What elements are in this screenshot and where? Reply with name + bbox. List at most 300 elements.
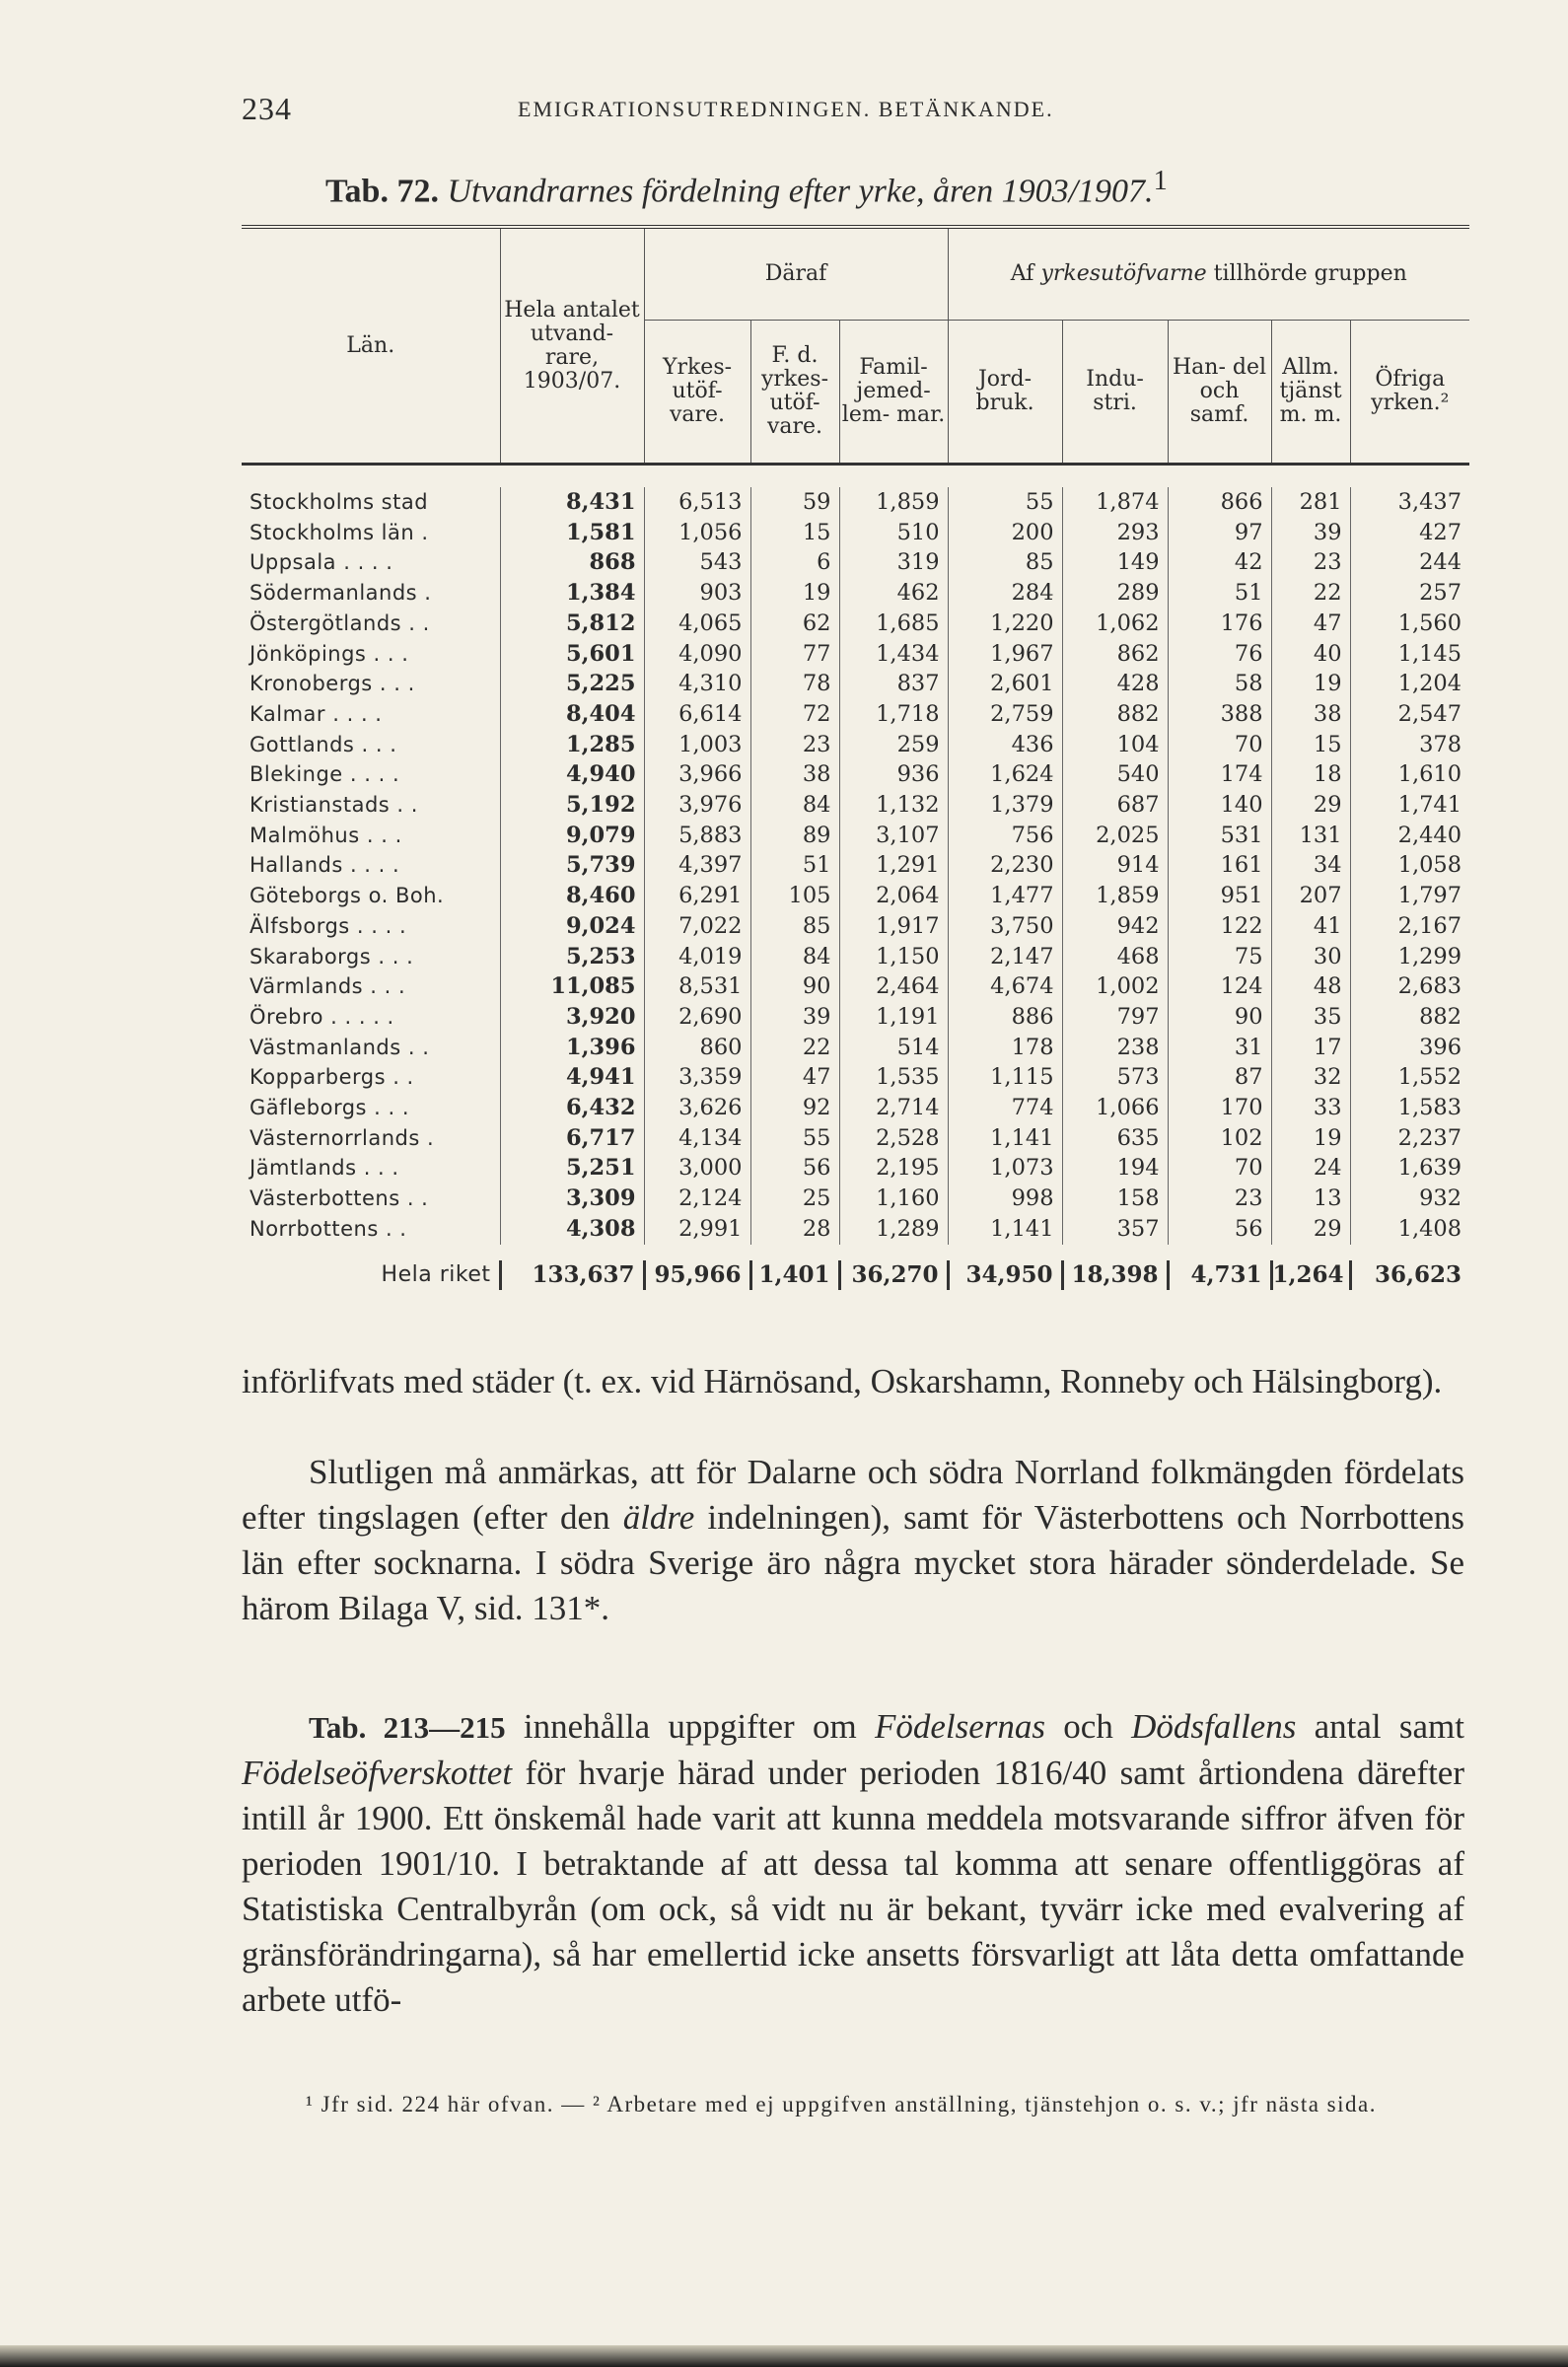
cell-familj: 1,191 (839, 1002, 948, 1033)
cell-jordbruk: 1,073 (948, 1153, 1062, 1184)
cell-yrkesutofvare: 2,690 (644, 1002, 750, 1033)
table-row (242, 1002, 1469, 1033)
paragraph-2-part: Slutligen må anmärkas, att för Dalarne och södra Norrland folkmängden fördelats efter tingslagen (efter den (242, 1453, 1464, 1537)
cell-hela: 9,079 (500, 821, 644, 851)
cell-familj: 1,160 (839, 1184, 948, 1214)
cell-yrkesutofvare: 1,003 (644, 730, 750, 760)
cell-lan: Jämtlands . . . (249, 1156, 399, 1181)
paragraph-3-part: innehålla uppgifter om (505, 1707, 875, 1746)
cell-hela: 1,396 (500, 1033, 644, 1063)
cell-ofriga: 1,741 (1350, 790, 1469, 821)
cell-jordbruk: 1,967 (948, 639, 1062, 670)
cell-industri: 797 (1062, 1002, 1168, 1033)
cell-ofriga: 2,547 (1350, 699, 1469, 730)
cell-ofriga: 1,145 (1350, 639, 1469, 670)
cell-hela: 9,024 (500, 911, 644, 942)
cell-allm: 18 (1271, 759, 1350, 790)
cell-familj: 1,289 (839, 1214, 948, 1245)
cell-industri: 289 (1062, 578, 1168, 609)
cell-ofriga: 257 (1350, 578, 1469, 609)
cell-allm: 131 (1271, 821, 1350, 851)
cell-jordbruk: 1,115 (948, 1062, 1062, 1093)
table-row (242, 1214, 1469, 1245)
cell-lan: Kalmar . . . . (249, 701, 383, 726)
cell-lan: Jönköpings . . . (249, 641, 409, 666)
cell-allm: 38 (1271, 699, 1350, 730)
cell-yrkesutofvare: 5,883 (644, 821, 750, 851)
cell-ofriga: 1,797 (1350, 881, 1469, 911)
cell-allm: 47 (1271, 609, 1350, 639)
cell-lan: Göteborgs o. Boh. (249, 884, 445, 908)
cell-jordbruk: 756 (948, 821, 1062, 851)
cell-fd: 51 (750, 850, 839, 881)
table-row (242, 547, 1469, 578)
cell-industri: 1,062 (1062, 609, 1168, 639)
cell-ofriga: 1,204 (1350, 669, 1469, 699)
cell-industri: 540 (1062, 759, 1168, 790)
cell-jordbruk: 886 (948, 1002, 1062, 1033)
cell-fd: 72 (750, 699, 839, 730)
cell-industri: 238 (1062, 1033, 1168, 1063)
table-row (242, 821, 1469, 851)
cell-hela: 6,717 (500, 1123, 644, 1154)
cell-hela: 6,432 (500, 1093, 644, 1123)
table-row (242, 518, 1469, 548)
cell-allm: 13 (1271, 1184, 1350, 1214)
cell-jordbruk: 4,674 (948, 971, 1062, 1002)
cell-lan: Örebro . . . . . (249, 1004, 394, 1029)
cell-fd: 6 (750, 547, 839, 578)
cell-fd: 47 (750, 1062, 839, 1093)
table-row (242, 1123, 1469, 1154)
cell-handel: 102 (1168, 1123, 1271, 1154)
cell-familj: 259 (839, 730, 948, 760)
header-lan: Län. (242, 227, 500, 465)
cell-industri: 293 (1062, 518, 1168, 548)
cell-allm: 19 (1271, 669, 1350, 699)
cell-handel: 75 (1168, 942, 1271, 972)
cell-allm: 33 (1271, 1093, 1350, 1123)
cell-lan: Gäfleborgs . . . (249, 1096, 410, 1120)
cell-yrkesutofvare: 543 (644, 547, 750, 578)
cell-yrkesutofvare: 6,291 (644, 881, 750, 911)
cell-industri: 862 (1062, 639, 1168, 670)
cell-familj: 2,064 (839, 881, 948, 911)
cell-yrkesutofvare: 6,513 (644, 487, 750, 518)
cell-handel: 140 (1168, 790, 1271, 821)
cell-familj: 1,685 (839, 609, 948, 639)
cell-hela: 4,308 (500, 1214, 644, 1245)
cell-industri: 1,859 (1062, 881, 1168, 911)
footnote: ¹ Jfr sid. 224 här ofvan. — ² Arbetare med ej uppgifven anställning, tjänstehjon o. s. v.; jfr nästa sida. (306, 2092, 1377, 2116)
cell-allm: 30 (1271, 942, 1350, 972)
cell-allm: 24 (1271, 1153, 1350, 1184)
cell-familj: 1,859 (839, 487, 948, 518)
table-row (242, 730, 1469, 760)
total-ofriga: 36,623 (1350, 1260, 1469, 1291)
cell-jordbruk: 1,141 (948, 1214, 1062, 1245)
cell-jordbruk: 1,220 (948, 609, 1062, 639)
cell-industri: 149 (1062, 547, 1168, 578)
cell-yrkesutofvare: 1,056 (644, 518, 750, 548)
total-familj: 36,270 (839, 1260, 948, 1291)
paragraph-1: införlifvats med städer (t. ex. vid Härnösand, Oskarshamn, Ronneby och Hälsingborg). (242, 1362, 1443, 1400)
cell-lan: Stockholms län . (249, 520, 429, 544)
cell-jordbruk: 1,141 (948, 1123, 1062, 1154)
cell-yrkesutofvare: 3,976 (644, 790, 750, 821)
cell-ofriga: 1,583 (1350, 1093, 1469, 1123)
cell-ofriga: 1,408 (1350, 1214, 1469, 1245)
cell-fd: 84 (750, 790, 839, 821)
paragraph-2-italic: äldre (622, 1498, 695, 1537)
cell-jordbruk: 1,379 (948, 790, 1062, 821)
cell-jordbruk: 178 (948, 1033, 1062, 1063)
header-fd-yrkesutofvare: F. d. yrkes- utöf- vare. (750, 321, 839, 465)
table-row (242, 609, 1469, 639)
page-edge-shadow (0, 2345, 1568, 2367)
cell-fd: 62 (750, 609, 839, 639)
cell-industri: 942 (1062, 911, 1168, 942)
cell-fd: 105 (750, 881, 839, 911)
cell-jordbruk: 55 (948, 487, 1062, 518)
cell-industri: 357 (1062, 1214, 1168, 1245)
cell-allm: 207 (1271, 881, 1350, 911)
total-handel: 4,731 (1168, 1260, 1271, 1291)
cell-yrkesutofvare: 7,022 (644, 911, 750, 942)
cell-fd: 56 (750, 1153, 839, 1184)
cell-ofriga: 244 (1350, 547, 1469, 578)
cell-handel: 388 (1168, 699, 1271, 730)
cell-allm: 29 (1271, 790, 1350, 821)
cell-industri: 914 (1062, 850, 1168, 881)
cell-familj: 2,528 (839, 1123, 948, 1154)
table-title-text: Utvandrarnes fördelning efter yrke, åren 1903/1907. (447, 173, 1154, 210)
cell-lan: Uppsala . . . . (249, 550, 393, 575)
cell-allm: 35 (1271, 1002, 1350, 1033)
total-yrkesutofvare: 95,966 (644, 1260, 750, 1291)
cell-lan: Västerbottens . . (249, 1186, 429, 1211)
cell-jordbruk: 1,477 (948, 881, 1062, 911)
cell-ofriga: 427 (1350, 518, 1469, 548)
cell-industri: 468 (1062, 942, 1168, 972)
paragraph-3-italic: Födelsernas (874, 1707, 1046, 1746)
cell-ofriga: 2,167 (1350, 911, 1469, 942)
cell-ofriga: 396 (1350, 1033, 1469, 1063)
cell-yrkesutofvare: 6,614 (644, 699, 750, 730)
header-jordbruk: Jord- bruk. (948, 321, 1062, 465)
cell-fd: 38 (750, 759, 839, 790)
cell-handel: 174 (1168, 759, 1271, 790)
cell-industri: 2,025 (1062, 821, 1168, 851)
cell-ofriga: 932 (1350, 1184, 1469, 1214)
table-row (242, 942, 1469, 972)
cell-allm: 32 (1271, 1062, 1350, 1093)
cell-jordbruk: 2,601 (948, 669, 1062, 699)
table-row (242, 578, 1469, 609)
cell-yrkesutofvare: 8,531 (644, 971, 750, 1002)
cell-fd: 85 (750, 911, 839, 942)
cell-familj: 510 (839, 518, 948, 548)
cell-familj: 936 (839, 759, 948, 790)
cell-familj: 1,718 (839, 699, 948, 730)
running-head-text: EMIGRATIONSUTREDNINGEN. BETÄNKANDE. (518, 97, 1054, 121)
cell-yrkesutofvare: 903 (644, 578, 750, 609)
table-number: Tab. 72. (325, 173, 439, 210)
table-row (242, 1033, 1469, 1063)
cell-yrkesutofvare: 3,626 (644, 1093, 750, 1123)
cell-handel: 42 (1168, 547, 1271, 578)
paragraph-3-italic: Dödsfallens (1131, 1707, 1297, 1746)
cell-jordbruk: 998 (948, 1184, 1062, 1214)
cell-familj: 3,107 (839, 821, 948, 851)
cell-handel: 866 (1168, 487, 1271, 518)
cell-fd: 15 (750, 518, 839, 548)
cell-familj: 514 (839, 1033, 948, 1063)
cell-ofriga: 2,683 (1350, 971, 1469, 1002)
cell-familj: 1,150 (839, 942, 948, 972)
emigrant-occupation-table (242, 225, 1469, 1290)
cell-ofriga: 1,299 (1350, 942, 1469, 972)
header-daraf: Däraf (644, 227, 948, 321)
table-row (242, 669, 1469, 699)
cell-fd: 89 (750, 821, 839, 851)
cell-fd: 90 (750, 971, 839, 1002)
cell-fd: 84 (750, 942, 839, 972)
cell-hela: 8,460 (500, 881, 644, 911)
cell-familj: 837 (839, 669, 948, 699)
cell-lan: Skaraborgs . . . (249, 944, 414, 968)
cell-yrkesutofvare: 4,134 (644, 1123, 750, 1154)
cell-ofriga: 378 (1350, 730, 1469, 760)
cell-hela: 5,812 (500, 609, 644, 639)
cell-lan: Södermanlands . (249, 581, 432, 606)
cell-industri: 428 (1062, 669, 1168, 699)
total-industri: 18,398 (1062, 1260, 1168, 1291)
cell-jordbruk: 200 (948, 518, 1062, 548)
cell-handel: 87 (1168, 1062, 1271, 1093)
table-row (242, 850, 1469, 881)
cell-industri: 104 (1062, 730, 1168, 760)
cell-hela: 1,285 (500, 730, 644, 760)
cell-ofriga: 1,639 (1350, 1153, 1469, 1184)
table-row (242, 759, 1469, 790)
cell-handel: 124 (1168, 971, 1271, 1002)
cell-handel: 97 (1168, 518, 1271, 548)
page-number: 234 (242, 91, 292, 126)
cell-fd: 28 (750, 1214, 839, 1245)
cell-hela: 868 (500, 547, 644, 578)
paragraph-3-part: för hvarje härad under perioden 1816/40 samt årtiondena därefter intill år 1900. Ett önskemål hade varit att kunna meddela motsvarande siffror äfven för perioden 1901/10. I betraktande af att dessa tal komma att senare offentliggöras af Statistiska Centralbyrån (om ock, så vidt nu är bekant, tyvärr icke med evalvering af gränsförändringarna), så har emellertid icke ansetts försvarligt att låta detta omfattande arbete utfö- (242, 1754, 1464, 2019)
cell-handel: 58 (1168, 669, 1271, 699)
cell-fd: 19 (750, 578, 839, 609)
total-jordbruk: 34,950 (948, 1260, 1062, 1291)
cell-handel: 70 (1168, 730, 1271, 760)
header-familjemedlemmar: Famil- jemed- lem- mar. (839, 321, 948, 465)
cell-industri: 158 (1062, 1184, 1168, 1214)
cell-industri: 573 (1062, 1062, 1168, 1093)
cell-handel: 76 (1168, 639, 1271, 670)
cell-lan: Hallands . . . . (249, 853, 400, 878)
header-yrkesgrupp-italic: yrkesutöfvarne (1040, 261, 1207, 286)
cell-yrkesutofvare: 4,310 (644, 669, 750, 699)
table-row (242, 911, 1469, 942)
cell-allm: 41 (1271, 911, 1350, 942)
cell-handel: 23 (1168, 1184, 1271, 1214)
cell-ofriga: 882 (1350, 1002, 1469, 1033)
cell-industri: 635 (1062, 1123, 1168, 1154)
cell-allm: 23 (1271, 547, 1350, 578)
cell-familj: 2,714 (839, 1093, 948, 1123)
cell-familj: 1,434 (839, 639, 948, 670)
cell-industri: 882 (1062, 699, 1168, 730)
cell-handel: 56 (1168, 1214, 1271, 1245)
cell-jordbruk: 284 (948, 578, 1062, 609)
cell-fd: 55 (750, 1123, 839, 1154)
header-yrkesgrupp-post: tillhörde gruppen (1213, 261, 1407, 286)
paragraph-3-part: antal samt (1296, 1707, 1464, 1746)
cell-yrkesutofvare: 4,397 (644, 850, 750, 881)
table-row (242, 487, 1469, 518)
cell-fd: 22 (750, 1033, 839, 1063)
cell-familj: 462 (839, 578, 948, 609)
header-yrkesgrupp (948, 227, 1469, 321)
cell-familj: 1,132 (839, 790, 948, 821)
cell-allm: 22 (1271, 578, 1350, 609)
cell-hela: 5,253 (500, 942, 644, 972)
cell-fd: 78 (750, 669, 839, 699)
total-fd: 1,401 (750, 1260, 839, 1291)
header-hela: Hela antalet utvand- rare, 1903/07. (500, 227, 644, 465)
cell-familj: 1,535 (839, 1062, 948, 1093)
cell-ofriga: 1,552 (1350, 1062, 1469, 1093)
cell-handel: 90 (1168, 1002, 1271, 1033)
cell-industri: 194 (1062, 1153, 1168, 1184)
header-yrkesutofvare: Yrkes- utöf- vare. (644, 321, 750, 465)
cell-yrkesutofvare: 4,065 (644, 609, 750, 639)
cell-allm: 281 (1271, 487, 1350, 518)
table-row (242, 881, 1469, 911)
cell-ofriga: 2,237 (1350, 1123, 1469, 1154)
total-allm: 1,264 (1271, 1260, 1350, 1291)
cell-handel: 161 (1168, 850, 1271, 881)
cell-hela: 11,085 (500, 971, 644, 1002)
cell-ofriga: 1,058 (1350, 850, 1469, 881)
table-row (242, 1093, 1469, 1123)
cell-hela: 8,404 (500, 699, 644, 730)
cell-fd: 59 (750, 487, 839, 518)
cell-familj: 1,917 (839, 911, 948, 942)
header-yrkesgrupp-pre: Af (1010, 261, 1034, 286)
cell-jordbruk: 2,147 (948, 942, 1062, 972)
cell-yrkesutofvare: 2,124 (644, 1184, 750, 1214)
cell-jordbruk: 2,230 (948, 850, 1062, 881)
cell-ofriga: 1,560 (1350, 609, 1469, 639)
cell-fd: 39 (750, 1002, 839, 1033)
cell-lan: Västmanlands . . (249, 1035, 430, 1059)
cell-lan: Östergötlands . . (249, 610, 430, 635)
cell-familj: 1,291 (839, 850, 948, 881)
cell-familj: 2,464 (839, 971, 948, 1002)
cell-hela: 5,192 (500, 790, 644, 821)
cell-jordbruk: 1,624 (948, 759, 1062, 790)
cell-hela: 1,384 (500, 578, 644, 609)
paragraph-2-part: indelningen), samt för Västerbottens och Norrbottens län efter socknarna. I södra Sverige äro några mycket stora härader sönderdelade. Se härom Bilaga V, sid. 131*. (242, 1498, 1465, 1627)
cell-handel: 70 (1168, 1153, 1271, 1184)
table-row (242, 1153, 1469, 1184)
cell-fd: 92 (750, 1093, 839, 1123)
table-title (325, 166, 1168, 210)
cell-ofriga: 2,440 (1350, 821, 1469, 851)
cell-jordbruk: 774 (948, 1093, 1062, 1123)
cell-hela: 8,431 (500, 487, 644, 518)
cell-jordbruk: 85 (948, 547, 1062, 578)
cell-yrkesutofvare: 4,090 (644, 639, 750, 670)
cell-handel: 170 (1168, 1093, 1271, 1123)
cell-handel: 122 (1168, 911, 1271, 942)
cell-industri: 1,066 (1062, 1093, 1168, 1123)
paragraph-3-part: och (1045, 1707, 1132, 1746)
cell-yrkesutofvare: 3,000 (644, 1153, 750, 1184)
cell-lan: Kristianstads . . (249, 793, 418, 818)
cell-lan: Västernorrlands . (249, 1125, 435, 1150)
header-handel: Han- del och samf. (1168, 321, 1271, 465)
cell-lan: Stockholms stad (249, 490, 429, 514)
cell-jordbruk: 436 (948, 730, 1062, 760)
cell-allm: 29 (1271, 1214, 1350, 1245)
cell-jordbruk: 3,750 (948, 911, 1062, 942)
cell-industri: 687 (1062, 790, 1168, 821)
cell-fd: 23 (750, 730, 839, 760)
cell-allm: 17 (1271, 1033, 1350, 1063)
header-ofriga-yrken: Öfriga yrken.² (1350, 321, 1469, 465)
cell-lan: Gottlands . . . (249, 732, 397, 756)
cell-hela: 3,920 (500, 1002, 644, 1033)
cell-allm: 34 (1271, 850, 1350, 881)
cell-ofriga: 3,437 (1350, 487, 1469, 518)
cell-lan: Malmöhus . . . (249, 823, 402, 847)
cell-allm: 39 (1271, 518, 1350, 548)
cell-allm: 40 (1271, 639, 1350, 670)
table-row (242, 699, 1469, 730)
cell-allm: 19 (1271, 1123, 1350, 1154)
cell-jordbruk: 2,759 (948, 699, 1062, 730)
cell-handel: 951 (1168, 881, 1271, 911)
table-row (242, 1184, 1469, 1214)
cell-hela: 5,251 (500, 1153, 644, 1184)
table-row (242, 790, 1469, 821)
table-row (242, 971, 1469, 1002)
cell-hela: 5,601 (500, 639, 644, 670)
paragraph-3-table-ref: Tab. 213—215 (309, 1710, 506, 1745)
header-allm-tjanst: Allm. tjänst m. m. (1271, 321, 1350, 465)
cell-familj: 2,195 (839, 1153, 948, 1184)
cell-handel: 531 (1168, 821, 1271, 851)
cell-industri: 1,002 (1062, 971, 1168, 1002)
cell-hela: 1,581 (500, 518, 644, 548)
table-row (242, 1062, 1469, 1093)
table-title-footnote-mark: 1 (1153, 166, 1168, 196)
cell-fd: 25 (750, 1184, 839, 1214)
cell-hela: 4,941 (500, 1062, 644, 1093)
cell-hela: 5,225 (500, 669, 644, 699)
cell-lan: Norrbottens . . (249, 1216, 407, 1241)
cell-hela: 4,940 (500, 759, 644, 790)
cell-lan: Älfsborgs . . . . (249, 913, 407, 938)
table-row (242, 639, 1469, 670)
cell-lan: Kronobergs . . . (249, 672, 415, 696)
cell-industri: 1,874 (1062, 487, 1168, 518)
cell-yrkesutofvare: 860 (644, 1033, 750, 1063)
